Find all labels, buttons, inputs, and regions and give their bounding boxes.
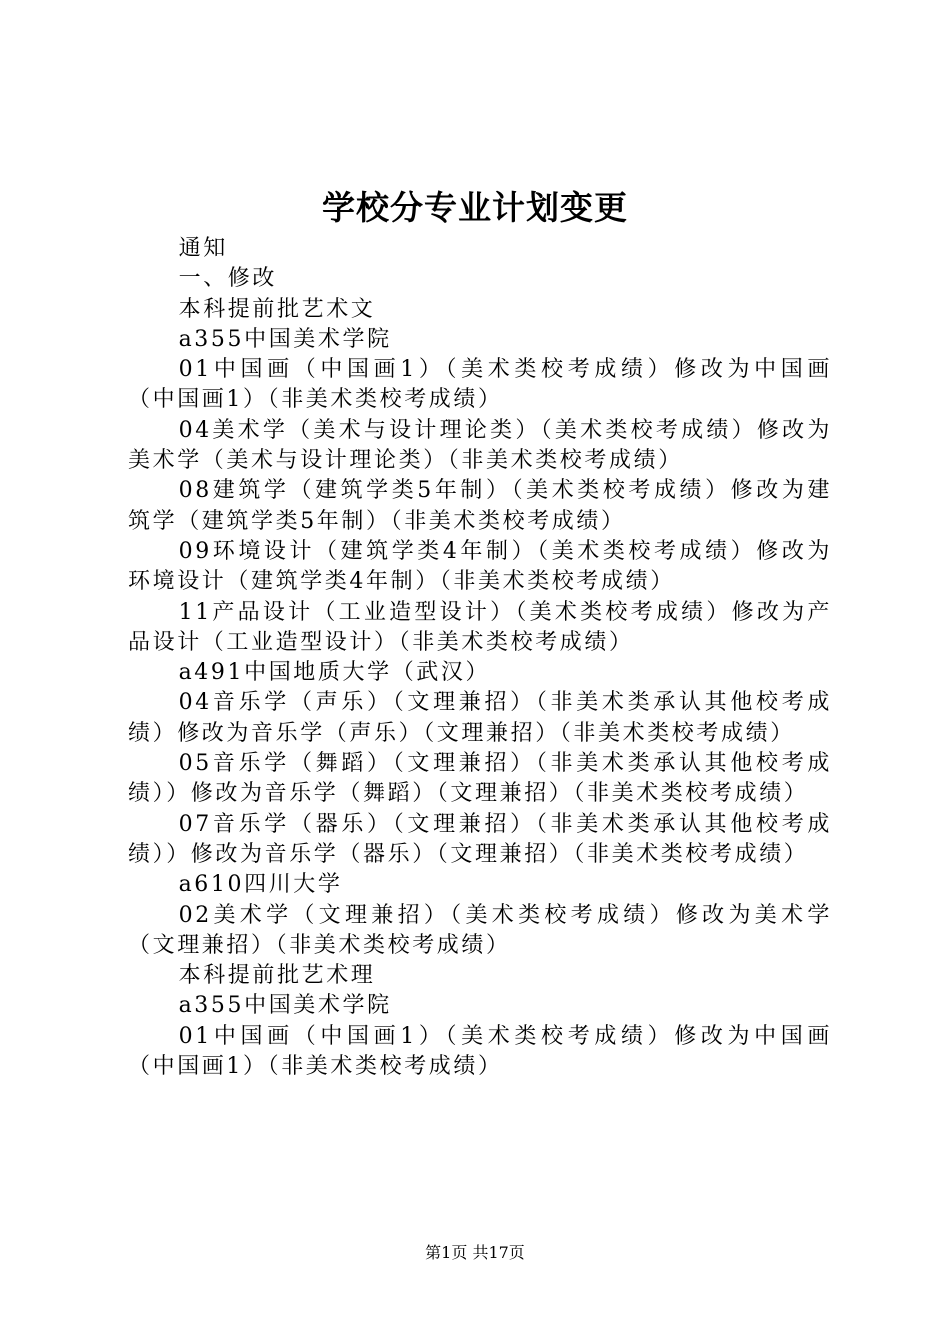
paragraph: 一、修改 (178, 266, 277, 292)
paragraph: 05音乐学（舞蹈）（文理兼招）（非美术类承认其他校考成绩））修改为音乐学（舞蹈）（文理兼招）（非美术类校考成绩） (128, 751, 832, 807)
page-number-footer: 第1页 共17页 (425, 1243, 525, 1262)
paragraph: a491中国地质大学（武汉） (178, 660, 491, 686)
paragraph: 02美术学（文理兼招）（美术类校考成绩）修改为美术学（文理兼招）（非美术类校考成绩） (128, 902, 832, 958)
document-body (128, 234, 832, 1082)
paragraph: 08建筑学（建筑学类5年制）（美术类校考成绩）修改为建筑学（建筑学类5年制）（非美术类校考成绩） (128, 478, 832, 534)
paragraph: 本科提前批艺术理 (178, 963, 376, 989)
paragraph: 04美术学（美术与设计理论类）（美术类校考成绩）修改为美术学（美术与设计理论类）（非美术类校考成绩） (128, 417, 832, 474)
paragraph: 通知 (178, 236, 228, 261)
paragraph: 09环境设计（建筑学类4年制）（美术类校考成绩）修改为环境设计（建筑学类4年制）（非美术类校考成绩） (128, 538, 832, 595)
paragraph: 01中国画（中国画1）（美术类校考成绩）修改为中国画（中国画1）（非美术类校考成绩） (128, 357, 832, 413)
paragraph: 04音乐学（声乐）（文理兼招）（非美术类承认其他校考成绩）修改为音乐学（声乐）（文理兼招）（非美术类校考成绩） (128, 690, 832, 746)
paragraph: a610四川大学 (178, 872, 343, 898)
paragraph: 本科提前批艺术文 (178, 296, 376, 322)
document-title: 学校分专业计划变更 (322, 188, 628, 227)
paragraph: 01中国画（中国画1）（美术类校考成绩）修改为中国画（中国画1）（非美术类校考成绩） (128, 1023, 832, 1080)
paragraph: a355中国美术学院 (178, 993, 392, 1019)
paragraph: 11产品设计（工业造型设计）（美术类校考成绩）修改为产品设计（工业造型设计）（非美术类校考成绩） (128, 599, 832, 655)
paragraph: a355中国美术学院 (178, 326, 392, 352)
paragraph: 07音乐学（器乐）（文理兼招）（非美术类承认其他校考成绩））修改为音乐学（器乐）（文理兼招）（非美术类校考成绩） (128, 811, 832, 867)
